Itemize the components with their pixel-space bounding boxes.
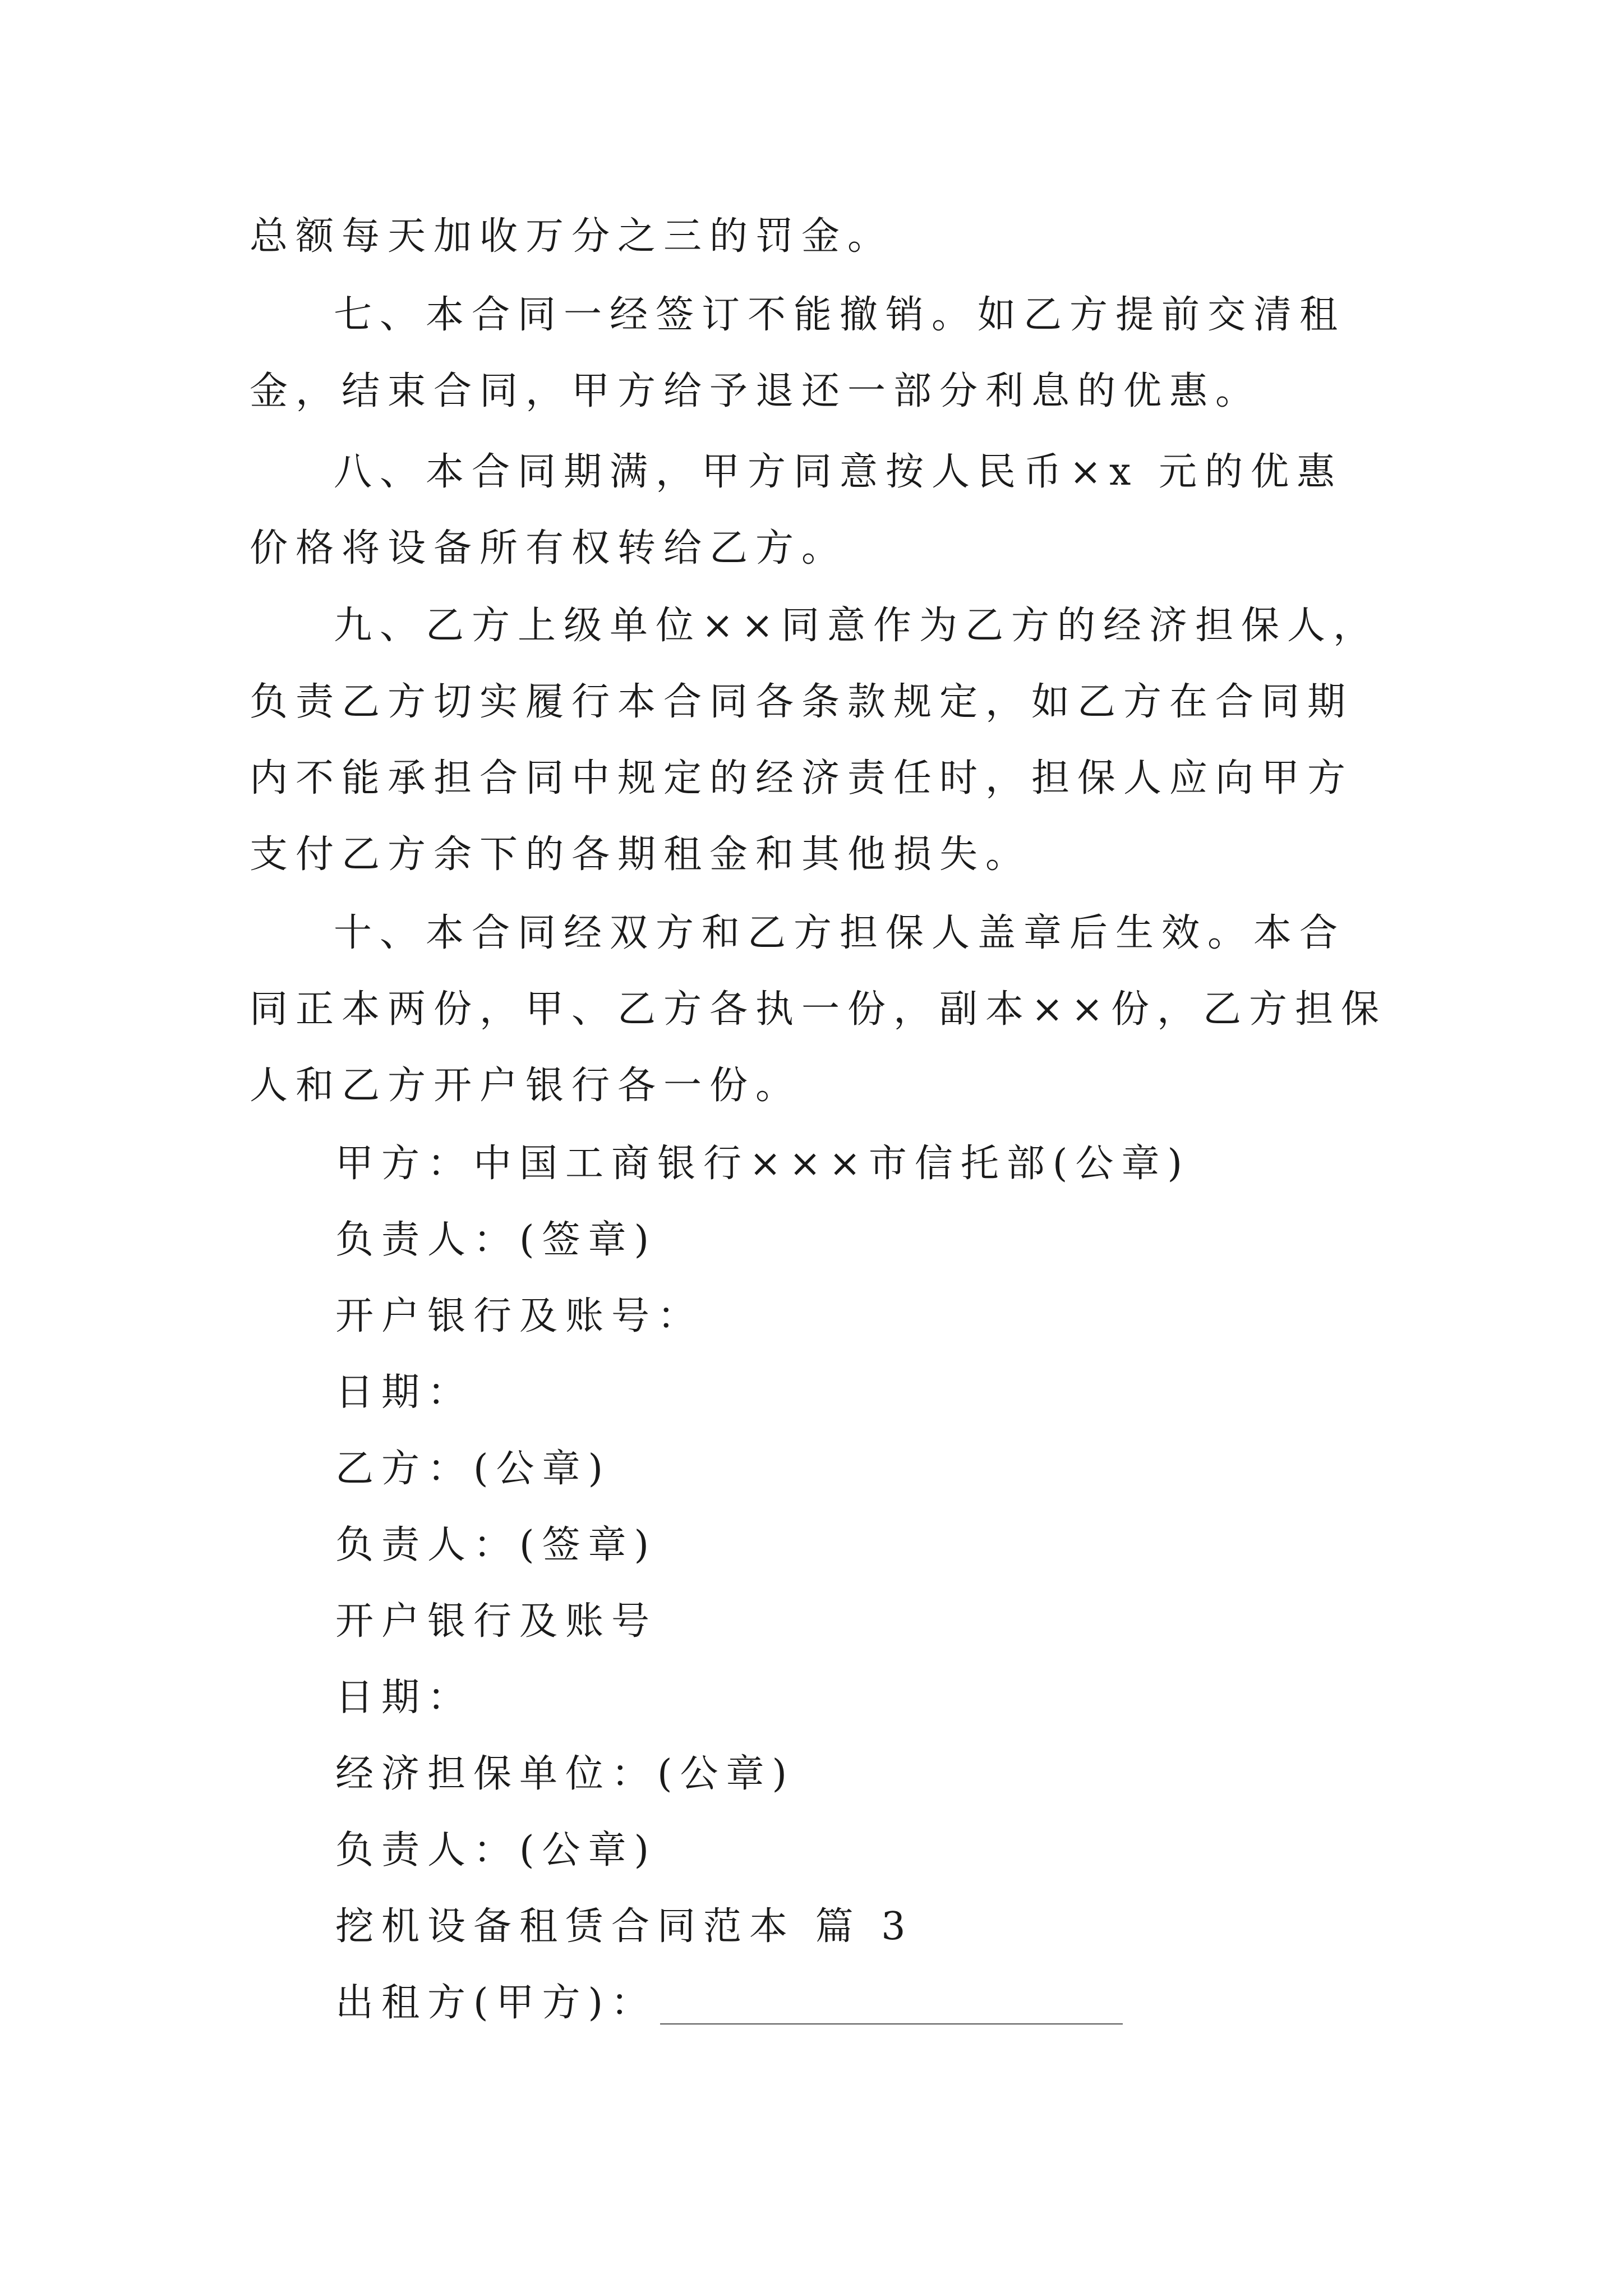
clause-10: 十、本合同经双方和乙方担保人盖章后生效。本合同正本两份，甲、乙方各执一份，副本××份，乙方担保人和乙方开户银行各一份。 — [250, 911, 1387, 1108]
guarantor-line: 经济担保单位：(公章) — [335, 1752, 795, 1796]
guarantor-rep-line: 负责人：(公章) — [335, 1828, 657, 1872]
party-b-date-line: 日期： — [335, 1676, 474, 1720]
lessor-label: 出租方(甲方)： — [335, 1981, 657, 2025]
lessor-line — [335, 1965, 1123, 2041]
party-a-line: 甲方：中国工商银行×××市信托部(公章) — [335, 1142, 1190, 1186]
clause-7: 七、本合同一经签订不能撤销。如乙方提前交清租金，结束合同，甲方给予退还一部分利息的优惠。 — [250, 293, 1346, 413]
clause-9: 九、乙方上级单位××同意作为乙方的经济担保人，负责乙方切实履行本合同各条款规定，如乙方在合同期内不能承担合同中规定的经济责任时，担保人应向甲方支付乙方余下的各期租金和其他损失。 — [250, 604, 1379, 877]
party-a-date-line: 日期： — [335, 1370, 474, 1415]
party-a-bank-line: 开户银行及账号： — [335, 1294, 704, 1338]
lessor-blank-underline — [660, 2023, 1123, 2024]
clause-8: 八、本合同期满，甲方同意按人民币×x 元的优惠价格将设备所有权转给乙方。 — [250, 450, 1343, 570]
clause-6-tail: 总额每天加收万分之三的罚金。 — [250, 214, 894, 259]
section-3-title: 挖机设备租赁合同范本 篇 3 — [335, 1904, 914, 1949]
party-b-bank-line: 开户银行及账号 — [335, 1599, 658, 1644]
party-a-rep-line: 负责人：(签章) — [335, 1218, 657, 1262]
party-b-line: 乙方：(公章) — [335, 1447, 611, 1491]
party-b-rep-line: 负责人：(签章) — [335, 1523, 657, 1567]
